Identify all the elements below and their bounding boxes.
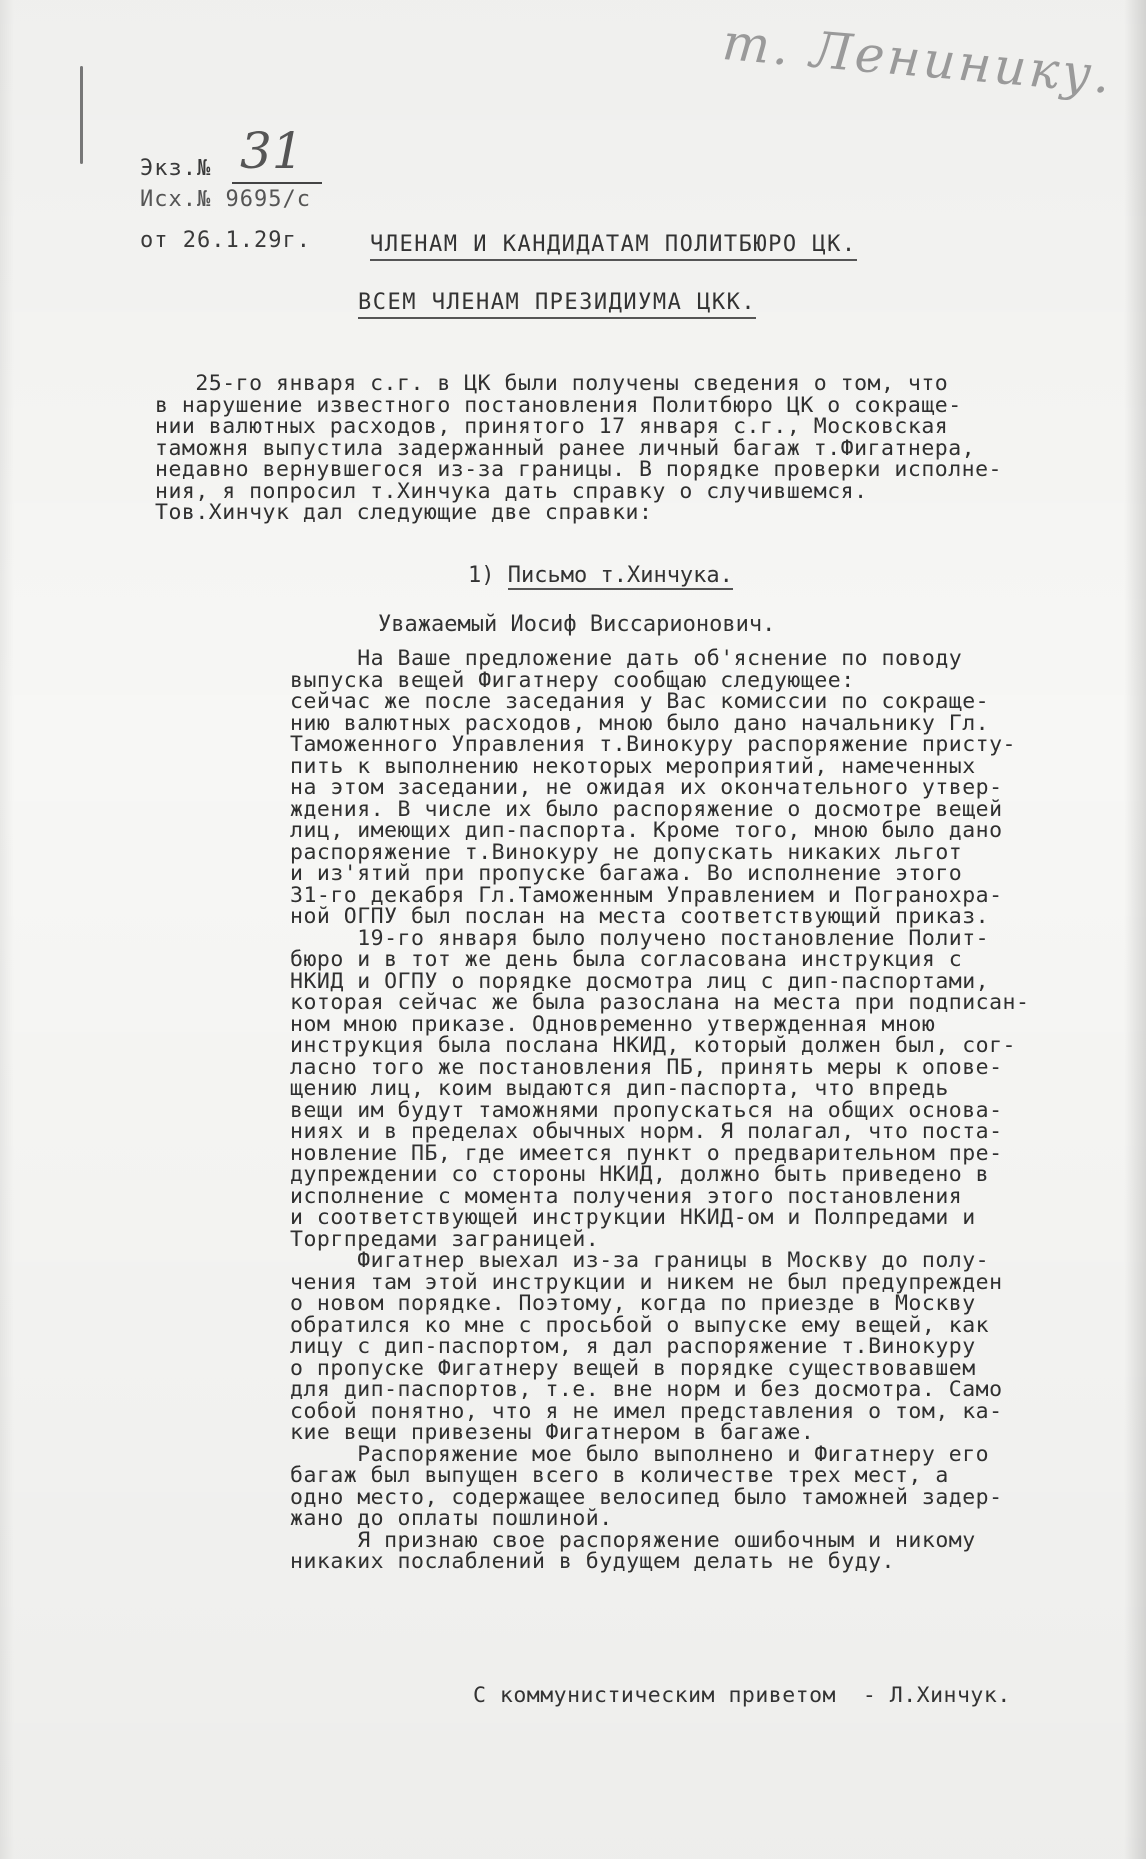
document-date: от 26.1.29г. [140,228,311,253]
letter-body-line: никаких послаблений в будущем делать не буду. [290,1549,895,1574]
letter-body-line: Распоряжение мое было выполнено и Фигатнеру его [290,1441,990,1467]
letter-signoff: С коммунистическим приветом - Л.Хинчук. [473,1683,1011,1708]
letter-body-line: сейчас же после заседания у Вас комиссии по сокраще- [290,689,990,714]
letter-body-line: ласно того же постановления ПБ, принять меры к опове- [290,1054,1003,1080]
letter-body-line: инструкция была послана НКИД, который должен был, сог- [290,1033,1016,1058]
letter-body-line: обратился ко мне с просьбой о выпуске ему вещей, как [290,1312,990,1338]
letter-body-line: Фигатнер выехал из-за границы в Москву до полу- [290,1248,990,1273]
letter-body-line: вещи им будут таможнями пропускаться на общих основа- [290,1097,1003,1123]
letter-body-line: На Ваше предложение дать об'яснение по поводу [290,646,963,671]
intro-line: ния, я попросил т.Хинчука дать справку о случившемся. [155,478,868,504]
letter-salutation: Уважаемый Иосиф Виссарионович. [378,612,776,637]
letter-body-line: для дип-паспортов, т.е. вне норм и без досмотра. Само [290,1377,1003,1402]
letter-body-line: и соответствующей инструкции НКИД-ом и Полпредами и [290,1205,976,1230]
letter-body-line: Я признаю свое распоряжение ошибочным и никому [290,1527,976,1553]
letter-body-line: Таможенного Управления т.Винокуру распоряжение присту- [290,732,1016,757]
intro-line: недавно вернувшегося из-за границы. В порядке проверки исполне- [155,457,1002,482]
letter-body-line: новление ПБ, где имеется пункт о предварительном пре- [290,1140,1003,1166]
letter-body-line: жано до оплаты пошлиной. [290,1506,613,1531]
letter-body-line: выпуска вещей Фигатнеру сообщаю следующее: [290,667,855,693]
intro-line: нии валютных расходов, принятого 17 января с.г., Московская [155,414,949,439]
letter-body-line: Торгпредами заграницей. [290,1226,600,1252]
intro-line: Тов.Хинчук дал следующие две справки: [155,500,653,525]
page-edge-shadow [1124,0,1146,1859]
intro-line: таможня выпустила задержанный ранее личный багаж т.Фигатнера, [155,435,976,461]
letter-body-line: багаж был выпущен всего в количестве трех мест, а [290,1463,949,1488]
letter-body-line: ной ОГПУ был послан на места соответствующий приказ. [290,904,990,929]
letter-body-line: о пропуске Фигатнеру вещей в порядке существовавшем [290,1355,976,1381]
letter-body-line: исполнение с момента получения этого постановления [290,1183,963,1209]
letter-body-line: ниях и в пределах обычных норм. Я полагал, что поста- [290,1119,1003,1144]
letter-body-line: одно место, содержащее велосипед было таможней задер- [290,1484,1003,1510]
letter-body-line: кие вещи привезены Фигатнером в багаже. [290,1420,815,1445]
letter-body-line: ном мною приказе. Одновременно утвержденная мною [290,1011,936,1037]
copy-number-underline [232,182,322,184]
letter-body-line: распоряжение т.Винокуру не допускать никаких льгот [290,839,963,865]
letter-body-line: лицу с дип-паспортом, я дал распоряжение т.Винокуру [290,1334,976,1359]
copy-number: 31 [240,122,304,180]
letter-body-line: НКИД и ОГПУ о порядке досмотра лиц с дип-паспортами, [290,968,990,994]
letter-body-line: 19-го января было получено постановление Полит- [290,925,990,951]
letter-title-text: Письмо т.Хинчука. [507,563,733,588]
addressee-line-1: ЧЛЕНАМ И КАНДИДАТАМ ПОЛИТБЮРО ЦК. [370,232,857,261]
letter-body-line: нию валютных расходов, мною было дано начальнику Гл. [290,710,990,736]
letter-body-line: лиц, имеющих дип-паспорта. Кроме того, мною было дано [290,818,1003,843]
letter-body-line: чения там этой инструкции и никем не был предупрежден [290,1269,1003,1295]
letter-body-line: о новом порядке. Поэтому, когда по приезде в Москву [290,1291,976,1316]
letter-body [290,648,1029,1573]
copy-label: Экз.№ [140,156,212,181]
letter-body-line: которая сейчас же была разослана на места при подписан- [290,990,1030,1015]
handwritten-recipient: т. Ленинику. [720,13,1116,105]
letter-body-line: ждения. В числе их было распоряжение о досмотре вещей [290,796,1003,822]
outgoing-number: Исх.№ 9695/с [140,187,311,212]
letter-body-line: и из'ятий при пропуске багажа. Во исполнение этого [290,861,963,886]
margin-pencil-mark [80,66,83,164]
intro-line: в нарушение известного постановления Политбюро ЦК о сокраще- [155,392,962,418]
letter-body-line: пить к выполнению некоторых мероприятий, намеченных [290,753,976,779]
intro-paragraph [155,373,1002,524]
letter-body-line: 31-го декабря Гл.Таможенным Управлением и Погранохра- [290,882,1003,908]
addressee-line-2: ВСЕМ ЧЛЕНАМ ПРЕЗИДИУМА ЦКК. [358,290,756,319]
letter-body-line: собой понятно, что я не имел представления о том, ка- [290,1398,1003,1424]
letter-body-line: бюро и в тот же день была согласована инструкция с [290,947,963,972]
intro-line: 25-го января с.г. в ЦК были получены сведения о том, что [155,371,949,396]
letter-title [468,563,733,588]
letter-body-line: на этом заседании, не ожидая их окончательного утвер- [290,775,1003,800]
letter-number: 1) [468,563,495,588]
letter-body-line: щению лиц, коим выдаются дип-паспорта, что впредь [290,1076,949,1101]
letter-body-line: дупреждении со стороны НКИД, должно быть приведено в [290,1162,990,1187]
